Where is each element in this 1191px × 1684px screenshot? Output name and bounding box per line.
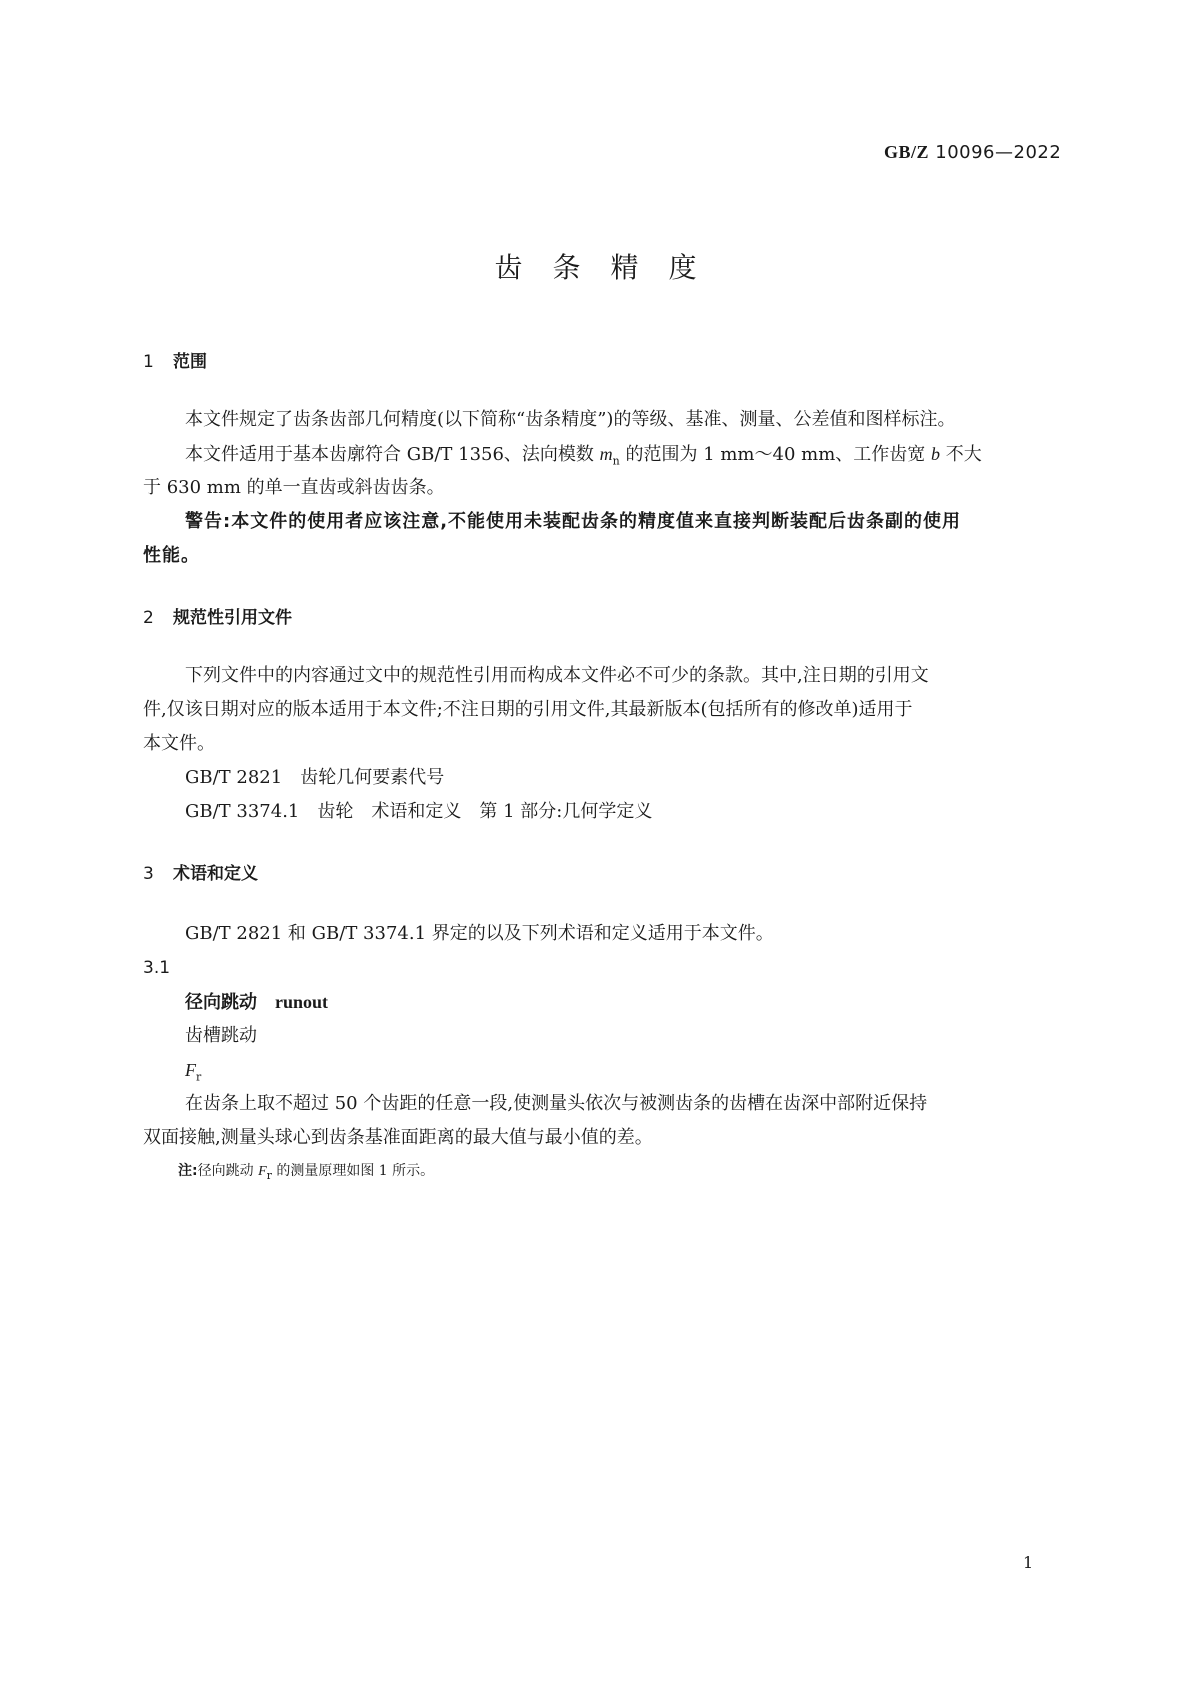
section-2-heading [143, 603, 292, 628]
text-run: 本文件适用于基本齿廓符合 GB/T 1356、法向模数 [185, 444, 600, 465]
note-label: 注: [178, 1163, 198, 1179]
admitted-term: 齿槽跳动 [185, 1025, 257, 1046]
text-run: 径向跳动 [197, 1163, 259, 1179]
text-run: 不大 [940, 444, 982, 465]
paragraph: 本文件。 [143, 733, 215, 754]
symbol-subscript: r [266, 1168, 272, 1182]
definition: 在齿条上取不超过 50 个齿距的任意一段,使测量头依次与被测齿条的齿槽在齿深中部附近保持 [185, 1093, 928, 1114]
warning-text: 性能。 [143, 545, 200, 566]
symbol: F [258, 1164, 267, 1179]
section-1-heading [143, 347, 207, 372]
reference-item: GB/T 3374.1 齿轮 术语和定义 第 1 部分:几何学定义 [185, 801, 653, 822]
document-title: 齿条精度 [494, 251, 727, 284]
symbol-subscript: r [196, 1070, 202, 1084]
reference-item: GB/T 2821 齿轮几何要素代号 [185, 767, 445, 788]
symbol: b [931, 444, 940, 464]
term-chinese: 径向跳动 [185, 992, 257, 1013]
section-title: 范围 [173, 352, 207, 372]
section-3-heading [143, 859, 258, 884]
paragraph: 件,仅该日期对应的版本适用于本文件;不注日期的引用文件,其最新版本(包括所有的修改单)适用于 [143, 699, 913, 720]
text-run: 的范围为 1 mm～40 mm、工作齿宽 [619, 444, 931, 465]
symbol: F [185, 1060, 196, 1080]
section-number: 3 [143, 864, 154, 884]
section-title: 术语和定义 [173, 864, 258, 884]
term-entry [185, 985, 328, 1020]
warning-text: 警告:本文件的使用者应该注意,不能使用未装配齿条的精度值来直接判断装配后齿条副的使用 [185, 511, 962, 532]
term-english: runout [275, 992, 329, 1012]
definition: 双面接触,测量头球心到齿条基准面距离的最大值与最小值的差。 [143, 1127, 653, 1148]
paragraph: 于 630 mm 的单一直齿或斜齿齿条。 [143, 477, 445, 498]
section-number: 1 [143, 352, 154, 372]
standard-number [884, 142, 1061, 163]
paragraph: 下列文件中的内容通过文中的规范性引用而构成本文件必不可少的条款。其中,注日期的引用文 [185, 665, 929, 686]
symbol-subscript: n [612, 454, 620, 468]
note [178, 1160, 434, 1182]
symbol: m [599, 444, 613, 464]
text-run: 的测量原理如图 1 所示。 [271, 1163, 435, 1179]
section-number: 2 [143, 608, 154, 628]
standard-prefix: GB/Z [884, 142, 930, 162]
subclause-number: 3.1 [143, 958, 171, 978]
section-title: 规范性引用文件 [173, 608, 292, 628]
page-number: 1 [1023, 1553, 1034, 1572]
standard-code: 10096—2022 [929, 142, 1062, 163]
paragraph: 本文件规定了齿条齿部几何精度(以下简称“齿条精度”)的等级、基准、测量、公差值和图样标注。 [185, 409, 956, 430]
paragraph: GB/T 2821 和 GB/T 3374.1 界定的以及下列术语和定义适用于本文件。 [185, 923, 774, 944]
